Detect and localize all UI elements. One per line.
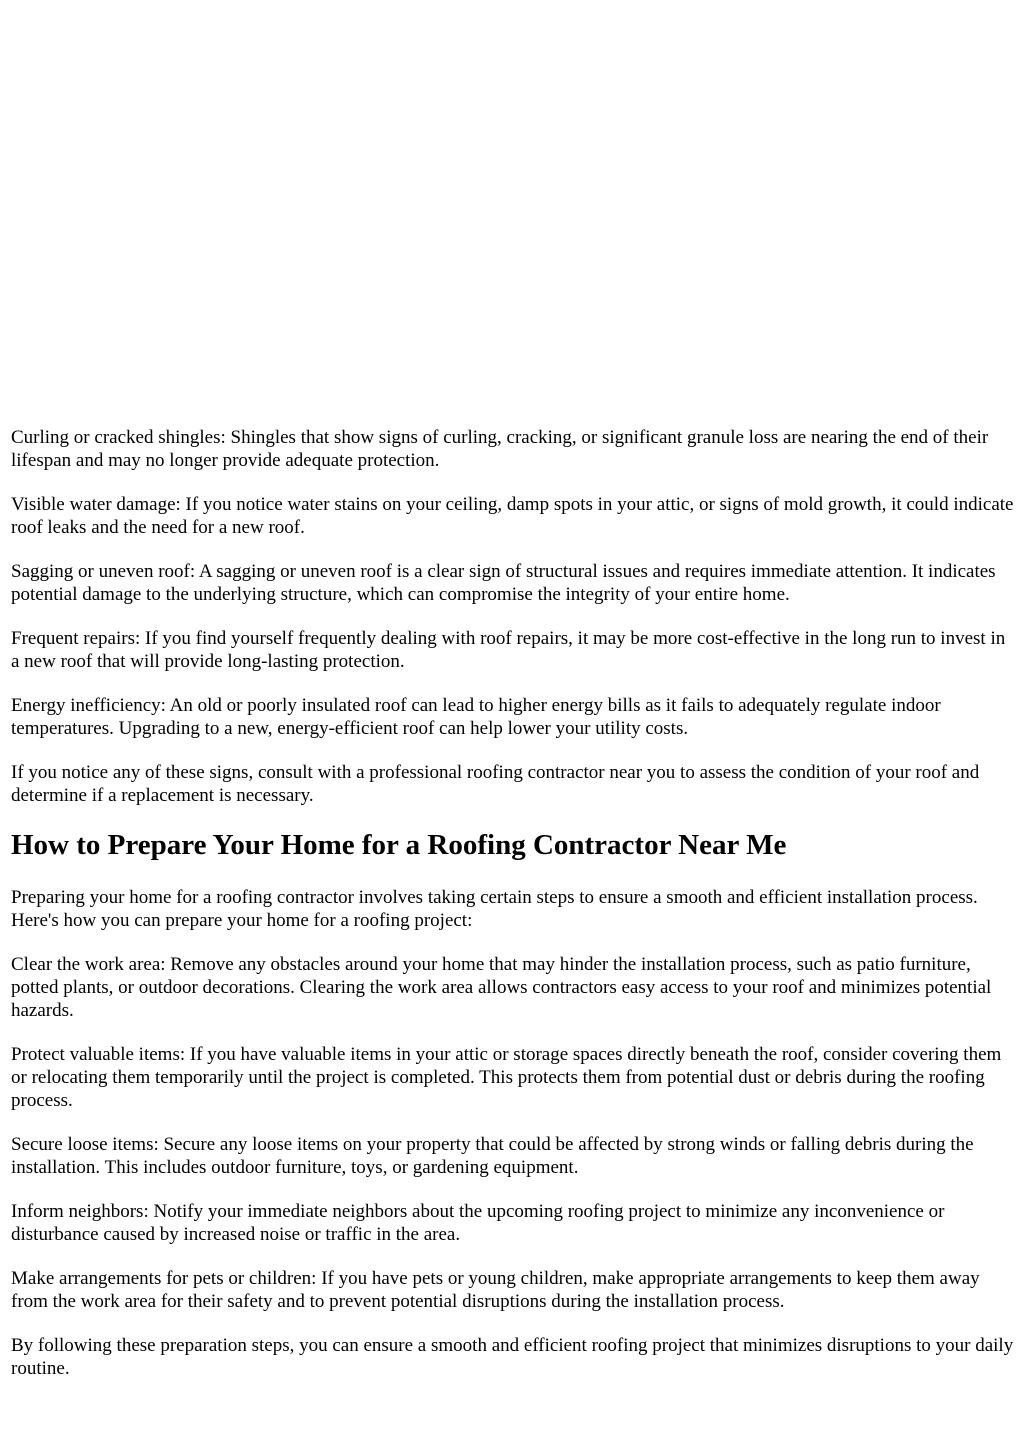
paragraph-secure-loose-items: Secure loose items: Secure any loose items on your property that could be affected by strong winds or falling debris during the installation. This includes outdoor furniture, toys, or gardening equipment. [11,1134,974,1178]
blank-top-area [0,0,1024,426]
paragraph-inform-neighbors: Inform neighbors: Notify your immediate neighbors about the upcoming roofing project to minimize any inconvenience or disturbance caused by increased noise or traffic in the area. [11,1201,945,1245]
paragraph-pets-children: Make arrangements for pets or children: If you have pets or young children, make appropriate arrangements to keep them away from the work area for their safety and to prevent potential disruptions during the installation process. [11,1268,980,1312]
paragraph-energy-inefficiency: Energy inefficiency: An old or poorly insulated roof can lead to higher energy bills as it fails to adequately regulate indoor temperatures. Upgrading to a new, energy-efficient roof can help lower your utility costs. [11,695,941,739]
paragraph-conclusion: By following these preparation steps, you can ensure a smooth and efficient roofing project that minimizes disruptions to your daily routine. [11,1335,1014,1379]
paragraph-sagging-roof: Sagging or uneven roof: A sagging or uneven roof is a clear sign of structural issues and requires immediate attention. It indicates potential damage to the underlying structure, which can compromise the integrity of your entire home. [11,561,996,605]
section-heading: How to Prepare Your Home for a Roofing Contractor Near Me [11,829,787,861]
paragraph-frequent-repairs: Frequent repairs: If you find yourself frequently dealing with roof repairs, it may be more cost-effective in the long run to invest in a new roof that will provide long-lasting protection. [11,628,1006,672]
paragraph-consult-contractor: If you notice any of these signs, consult with a professional roofing contractor near you to assess the condition of your roof and determine if a replacement is necessary. [11,762,980,806]
paragraph-curling-shingles: Curling or cracked shingles: Shingles that show signs of curling, cracking, or significant granule loss are nearing the end of their lifespan and may no longer provide adequate protection. [11,427,989,471]
paragraph-preparing-intro: Preparing your home for a roofing contractor involves taking certain steps to ensure a smooth and efficient installation process. Here's how you can prepare your home for a roofing project: [11,887,978,931]
paragraph-clear-work-area: Clear the work area: Remove any obstacles around your home that may hinder the installation process, such as patio furniture, potted plants, or outdoor decorations. Clearing the work area allows contractors easy access to your roof and minimizes potential hazards. [11,954,992,1021]
paragraph-water-damage: Visible water damage: If you notice water stains on your ceiling, damp spots in your attic, or signs of mold growth, it could indicate roof leaks and the need for a new roof. [11,494,1014,538]
paragraph-protect-valuables: Protect valuable items: If you have valuable items in your attic or storage spaces directly beneath the roof, consider covering them or relocating them temporarily until the project is completed. This protects them from potential dust or debris during the roofing process. [11,1044,1002,1111]
document-body [0,426,1024,1380]
